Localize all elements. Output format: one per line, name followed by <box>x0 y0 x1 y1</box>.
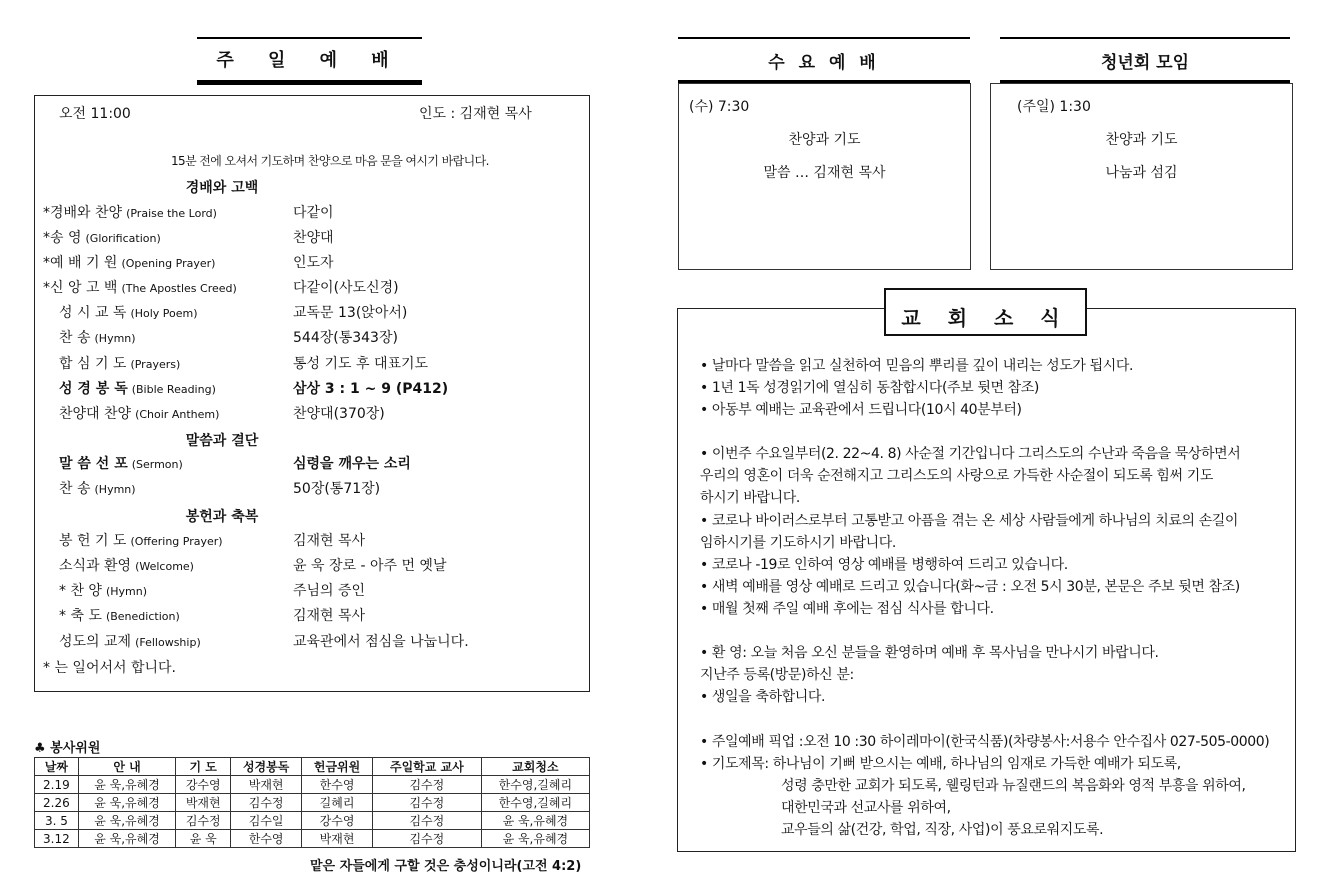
wednesday-title: 수 요 예 배 <box>768 53 880 73</box>
order-item <box>43 605 583 629</box>
order-item-label <box>59 530 223 550</box>
table-cell: 한수영,길혜리 <box>481 794 589 812</box>
table-row <box>35 830 590 848</box>
order-item <box>43 353 583 377</box>
news-item: 임하시기를 기도하시기 바랍니다. <box>700 535 896 551</box>
order-item <box>43 403 583 427</box>
order-item-korean: *예 배 기 원 <box>43 255 118 271</box>
order-item-korean: 성도의 교제 <box>59 634 132 650</box>
table-cell: 2.26 <box>35 794 79 812</box>
order-item-korean: 말 씀 선 포 <box>59 456 128 472</box>
youth-top-rule <box>1000 37 1290 39</box>
column-header: 주일학교 교사 <box>373 758 482 776</box>
news-item: • 1년 1독 성경읽기에 열심히 동참합시다(주보 뒷면 참조) <box>700 380 1039 396</box>
table-header-row <box>35 758 590 776</box>
table-cell: 한수영 <box>302 776 373 794</box>
order-item-english: (Sermon) <box>131 458 183 471</box>
news-item: • 환 영: 오늘 처음 오신 분들을 환영하며 예배 후 목사님을 만나시기 바랍니다. <box>700 645 1159 661</box>
wednesday-line1: 찬양과 기도 <box>788 132 861 148</box>
order-item-korean: 찬 송 <box>59 330 91 346</box>
order-item-label <box>59 378 216 398</box>
order-item-value: 주님의 증인 <box>293 583 366 599</box>
news-item: • 코로나 -19로 인하여 영상 예배를 병행하여 드리고 있습니다. <box>700 557 1068 573</box>
order-item <box>43 327 583 351</box>
order-item-korean: 성 경 봉 독 <box>59 381 128 397</box>
news-item: 우리의 영혼이 더욱 순전해지고 그리스도의 사랑으로 가득한 사순절이 되도록 힘써 기도 <box>700 468 1213 484</box>
order-item-value: 찬양대 <box>293 230 334 246</box>
order-item-value: 김재현 목사 <box>293 608 366 624</box>
order-item-english: (Glorification) <box>85 232 161 245</box>
order-item-value: 심령을 깨우는 소리 <box>293 456 411 472</box>
wednesday-time: (수) 7:30 <box>689 99 750 115</box>
news-item: • 주일예배 픽업 :오전 10 :30 하이레마이(한국식품)(차량봉사:서용수 안수집사 027-505-0000) <box>700 734 1270 750</box>
order-item-korean: *경배와 찬양 <box>43 205 123 221</box>
news-item: • 날마다 말씀을 읽고 실천하여 믿음의 뿌리를 깊이 내리는 성도가 됩시다. <box>700 358 1134 374</box>
order-item-korean: 성 시 교 독 <box>59 305 127 321</box>
service-leader: 인도 : 김재현 목사 <box>419 106 532 122</box>
standing-footnote: * 는 일어서서 합니다. <box>43 660 176 676</box>
order-item-label <box>59 580 147 600</box>
order-item-value: 교독문 13(앉아서) <box>293 305 408 321</box>
order-item-english: (Fellowship) <box>135 636 201 649</box>
order-item-korean: * 축 도 <box>59 608 102 624</box>
table-cell: 윤 욱,유혜경 <box>78 776 175 794</box>
order-item-label <box>59 453 183 473</box>
table-row <box>35 794 590 812</box>
order-item-korean: 합 심 기 도 <box>59 356 127 372</box>
wednesday-top-rule <box>678 37 970 39</box>
title-bottom-rule <box>197 80 422 85</box>
order-item-korean: 소식과 환영 <box>59 558 132 574</box>
order-item-english: (Prayers) <box>130 358 181 371</box>
order-item-label <box>59 478 136 498</box>
order-item-label <box>59 403 219 423</box>
news-item: • 코로나 바이러스로부터 고통받고 아픔을 겪는 온 세상 사람들에게 하나님의 치료의 손길이 <box>700 513 1238 529</box>
table-cell: 강수영 <box>176 776 231 794</box>
order-item-value: 윤 욱 장로 - 아주 먼 옛날 <box>293 558 447 574</box>
order-item-value: 544장(통343장) <box>293 330 398 346</box>
order-item-english: (The Apostles Creed) <box>121 282 237 295</box>
news-item: • 이번주 수요일부터(2. 22~4. 8) 사순절 기간입니다 그리스도의 수난과 죽음을 묵상하면서 <box>700 446 1241 462</box>
order-item-label <box>59 631 201 651</box>
table-cell: 윤 욱 <box>176 830 231 848</box>
order-item-korean: 봉 헌 기 도 <box>59 533 127 549</box>
table-cell: 한수영 <box>231 830 302 848</box>
order-item-label <box>59 555 194 575</box>
news-item: • 기도제목: 하나님이 기뻐 받으시는 예배, 하나님의 임재로 가득한 예배가 되도록, <box>700 756 1181 772</box>
order-item <box>43 277 583 301</box>
table-cell: 박재현 <box>176 794 231 812</box>
order-item-english: (Offering Prayer) <box>130 535 223 548</box>
order-item-english: (Welcome) <box>135 560 194 573</box>
news-item: • 아동부 예배는 교육관에서 드립니다(10시 40분부터) <box>700 402 1022 418</box>
wednesday-box <box>678 83 971 270</box>
church-news-title: 교 회 소 식 <box>901 306 1070 330</box>
order-item-english: (Hymn) <box>105 585 148 598</box>
table-cell: 김수정 <box>373 812 482 830</box>
news-item: 지난주 등록(방문)하신 분: <box>700 667 854 683</box>
order-item-value: 50장(통71장) <box>293 481 381 497</box>
sunday-worship-title: 주 일 예 배 <box>216 50 403 71</box>
table-cell: 윤 욱,유혜경 <box>481 812 589 830</box>
order-item-value: 김재현 목사 <box>293 533 366 549</box>
table-cell: 윤 욱,유혜경 <box>78 794 175 812</box>
news-item: • 생일을 축하합니다. <box>700 689 825 705</box>
news-item: 하시기 바랍니다. <box>700 490 800 506</box>
order-item-korean: 찬양대 찬양 <box>59 406 132 422</box>
table-cell: 3.12 <box>35 830 79 848</box>
order-item-english: (Benediction) <box>105 610 180 623</box>
table-cell: 김수정 <box>373 830 482 848</box>
table-cell: 길혜리 <box>302 794 373 812</box>
table-cell: 강수영 <box>302 812 373 830</box>
order-item-label <box>43 202 217 222</box>
column-header: 헌금위원 <box>302 758 373 776</box>
youth-time: (주일) 1:30 <box>1017 99 1091 115</box>
order-item-label <box>59 327 136 347</box>
order-item-label <box>43 227 161 247</box>
order-item-korean: *신 앙 고 백 <box>43 280 118 296</box>
order-item <box>43 530 583 554</box>
order-item-value: 삼상 3 : 1 ~ 9 (P412) <box>293 381 449 397</box>
column-header: 교회청소 <box>481 758 589 776</box>
order-item <box>43 555 583 579</box>
table-cell: 2.19 <box>35 776 79 794</box>
section-heading-word: 말씀과 결단 <box>185 433 259 449</box>
table-cell: 박재현 <box>302 830 373 848</box>
news-item: • 새벽 예배를 영상 예배로 드리고 있습니다(화~금 : 오전 5시 30분, 본문은 주보 뒷면 참조) <box>700 579 1240 595</box>
order-item-label <box>59 302 198 322</box>
arrival-notice: 15분 전에 오셔서 기도하며 찬양으로 마음 문을 여시기 바랍니다. <box>171 154 489 168</box>
order-item-value: 통성 기도 후 대표기도 <box>293 356 429 372</box>
order-item <box>43 580 583 604</box>
order-item <box>43 202 583 226</box>
table-row <box>35 776 590 794</box>
order-item-english: (Praise the Lord) <box>126 207 217 220</box>
order-item-english: (Choir Anthem) <box>135 408 220 421</box>
order-item-english: (Holy Poem) <box>130 307 198 320</box>
youth-line1: 찬양과 기도 <box>1105 132 1178 148</box>
table-cell: 3. 5 <box>35 812 79 830</box>
table-cell: 한수영,길혜리 <box>481 776 589 794</box>
order-item <box>43 302 583 326</box>
news-item: 대한민국과 선교사를 위하여, <box>781 800 951 816</box>
column-header: 날짜 <box>35 758 79 776</box>
table-cell: 박재현 <box>231 776 302 794</box>
order-item <box>43 378 583 402</box>
order-item-value: 인도자 <box>293 255 334 271</box>
table-cell: 윤 욱,유혜경 <box>78 830 175 848</box>
order-item-english: (Hymn) <box>94 483 136 496</box>
order-item-english: (Hymn) <box>94 332 136 345</box>
table-cell: 김수정 <box>373 794 482 812</box>
order-item <box>43 252 583 276</box>
order-item-english: (Opening Prayer) <box>121 257 216 270</box>
news-item: 교우들의 삶(건강, 학업, 직장, 사업)이 풍요로워지도록. <box>781 822 1104 838</box>
order-item-english: (Bible Reading) <box>131 383 216 396</box>
sunday-worship-header <box>197 36 422 86</box>
service-time: 오전 11:00 <box>59 106 131 122</box>
order-item <box>43 453 583 477</box>
column-header: 기 도 <box>176 758 231 776</box>
order-item-value: 다같이(사도신경) <box>293 280 399 296</box>
order-item-value: 찬양대(370장) <box>293 406 385 422</box>
wednesday-line2: 말씀 … 김재현 목사 <box>763 165 886 181</box>
table-cell: 김수정 <box>231 794 302 812</box>
order-item-label <box>59 605 180 625</box>
youth-box <box>990 83 1293 270</box>
table-row <box>35 812 590 830</box>
news-item: • 매월 첫째 주일 예배 후에는 점심 식사를 합니다. <box>700 601 994 617</box>
order-item-korean: * 찬 양 <box>59 583 102 599</box>
order-item <box>43 227 583 251</box>
news-item: 성령 충만한 교회가 되도록, 웰링턴과 뉴질랜드의 복음화와 영적 부흥을 위하여, <box>781 778 1246 794</box>
volunteers-title: ♣ 봉사위원 <box>34 741 101 756</box>
youth-title: 청년회 모임 <box>1100 53 1190 73</box>
section-heading-worship: 경배와 고백 <box>185 180 259 196</box>
youth-line2: 나눔과 섬김 <box>1105 165 1178 181</box>
table-cell: 윤 욱,유혜경 <box>78 812 175 830</box>
order-item-value: 다같이 <box>293 205 334 221</box>
table-cell: 김수정 <box>176 812 231 830</box>
order-item-label <box>43 252 215 272</box>
volunteers-table <box>34 757 590 848</box>
table-cell: 윤 욱,유혜경 <box>481 830 589 848</box>
table-cell: 김수일 <box>231 812 302 830</box>
order-item <box>43 631 583 655</box>
table-cell: 김수정 <box>373 776 482 794</box>
order-item-value: 교육관에서 점심을 나눕니다. <box>293 634 469 650</box>
church-news-header <box>884 288 1087 336</box>
order-item-korean: *송 영 <box>43 230 82 246</box>
column-header: 안 내 <box>78 758 175 776</box>
order-item-label <box>43 277 237 297</box>
column-header: 성경봉독 <box>231 758 302 776</box>
sunday-order-of-service <box>34 95 590 692</box>
order-item-label <box>59 353 180 373</box>
order-item <box>43 478 583 502</box>
closing-verse: 맡은 자들에게 구할 것은 충성이니라(고전 4:2) <box>310 859 582 874</box>
section-heading-offering: 봉헌과 축복 <box>185 509 259 525</box>
order-item-korean: 찬 송 <box>59 481 91 497</box>
